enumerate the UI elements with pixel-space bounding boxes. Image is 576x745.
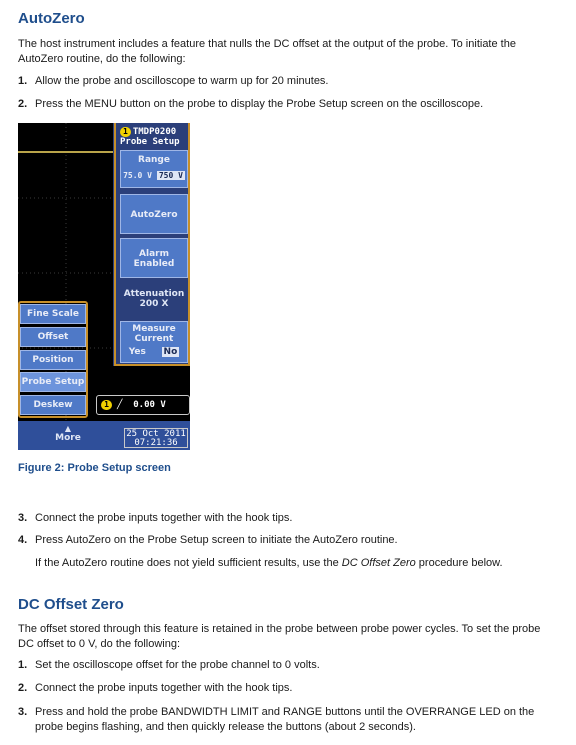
date-time-readout: [124, 428, 188, 448]
side-menu-deskew[interactable]: Deskew: [20, 395, 86, 415]
slope-icon: ╱: [117, 400, 123, 410]
figure-caption: Figure 2: Probe Setup screen: [18, 462, 171, 474]
side-menu-position[interactable]: Position: [20, 350, 86, 370]
note-text: If the AutoZero routine does not yield sufficient results, use the: [35, 557, 342, 569]
menu-title: Probe Setup: [120, 137, 180, 147]
measure-yes-option[interactable]: Yes: [128, 347, 146, 357]
date: 25 Oct 2011: [126, 429, 186, 439]
step-number: 1.: [18, 659, 28, 671]
time: 07:21:36: [134, 438, 178, 448]
alarm-value: Enabled: [133, 259, 175, 269]
step-text: Press the MENU button on the probe to display the Probe Setup screen on the oscilloscope.: [35, 98, 484, 110]
side-menu-fine-scale[interactable]: Fine Scale: [20, 304, 86, 324]
status-channel-badge: 1: [101, 400, 112, 410]
step-number: 4.: [18, 534, 28, 546]
step-number: 2.: [18, 682, 28, 694]
step-number: 1.: [18, 75, 28, 87]
measure-current-label-2: Current: [134, 334, 174, 344]
step-text: Connect the probe inputs together with the hook tips.: [35, 682, 293, 694]
panel-frame: [114, 123, 190, 366]
more-button[interactable]: [18, 421, 118, 450]
attenuation-label: Attenuation: [123, 289, 185, 299]
measure-no-option[interactable]: No: [163, 347, 178, 357]
step-text: Press and hold the probe BANDWIDTH LIMIT and RANGE buttons until the OVERRANGE LED on the probe begins flashing, and then quickly release the buttons (about 2 seconds).: [35, 706, 535, 733]
step-text: Press AutoZero on the Probe Setup screen to initiate the AutoZero routine.: [35, 534, 398, 546]
attenuation-value: 200 X: [139, 299, 169, 309]
section-heading-dc-offset-zero: DC Offset Zero: [18, 596, 124, 613]
side-menu-probe-setup[interactable]: Probe Setup: [20, 372, 86, 392]
autozero-intro: The host instrument includes a feature that nulls the DC offset at the output of the probe. To initiate the AutoZero routine, do the following:: [18, 38, 516, 65]
range-label: Range: [138, 155, 170, 165]
channel-badge: 1: [120, 127, 131, 137]
step-number: 2.: [18, 98, 28, 110]
alarm-label: Alarm: [139, 249, 169, 259]
measure-current-label: Measure: [132, 324, 176, 334]
range-option-750v[interactable]: 750 V: [158, 171, 183, 180]
more-label: More: [55, 433, 81, 443]
side-menu-offset[interactable]: Offset: [20, 327, 86, 347]
probe-model: TMDP0200: [132, 127, 177, 137]
up-arrow-icon: ▲: [64, 424, 72, 433]
channel-status: [96, 395, 190, 415]
section-heading-autozero: AutoZero: [18, 10, 85, 27]
status-value: 0.00 V: [133, 400, 166, 410]
step-text: Allow the probe and oscilloscope to warm up for 20 minutes.: [35, 75, 329, 87]
autozero-note: [35, 556, 558, 571]
probe-setup-screenshot: [18, 123, 190, 450]
note-text-end: procedure below.: [415, 557, 503, 569]
dc-offset-zero-reference: DC Offset Zero: [341, 557, 416, 569]
range-option-75v[interactable]: 75.0 V: [123, 171, 152, 180]
step-number: 3.: [18, 706, 28, 718]
step-number: 3.: [18, 512, 28, 524]
step-text: Connect the probe inputs together with the hook tips.: [35, 512, 293, 524]
dc-offset-intro: The offset stored through this feature is retained in the probe between probe power cycles. To set the probe DC offset to 0 V, do the following:: [18, 623, 541, 650]
autozero-button[interactable]: AutoZero: [120, 194, 188, 234]
waveform-trace: [18, 151, 116, 153]
step-text: Set the oscilloscope offset for the probe channel to 0 volts.: [35, 659, 320, 671]
